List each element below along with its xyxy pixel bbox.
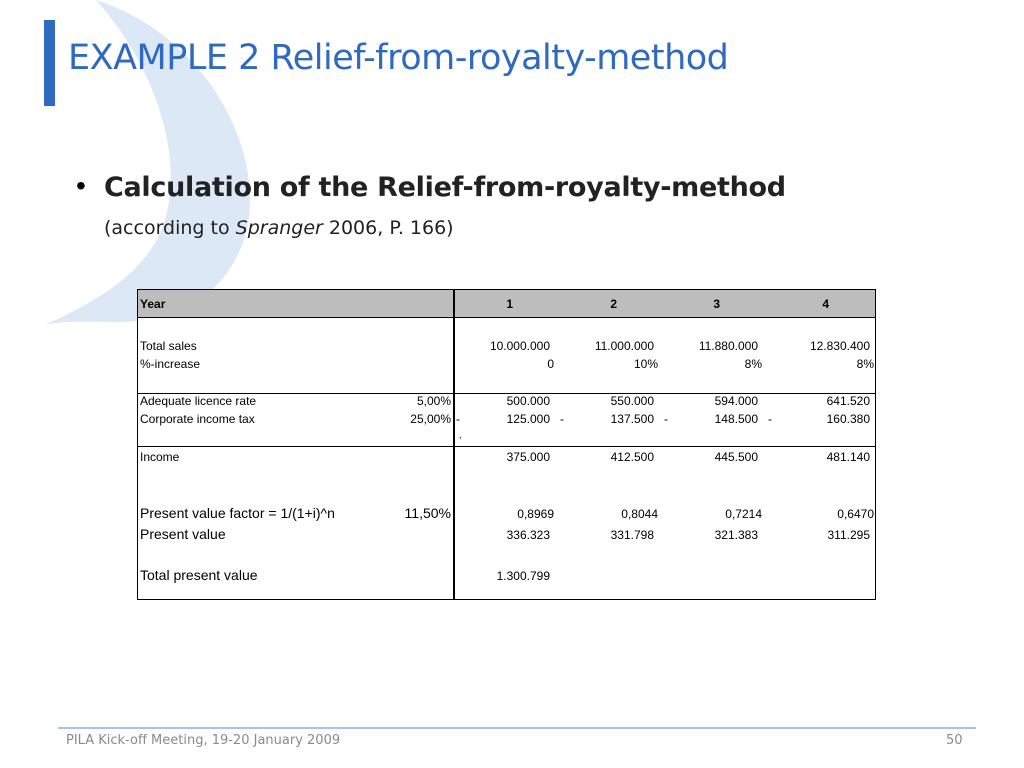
total-sales-3: 11.880.000: [698, 339, 758, 353]
header-year-4: 4: [822, 297, 829, 311]
total-sales-4: 12.830.400: [809, 339, 870, 353]
total-sales-label: Total sales: [140, 339, 197, 353]
title-accent-bar: [44, 20, 55, 106]
present-value-3: 321.383: [714, 528, 758, 542]
present-value-label: Present value: [140, 526, 226, 542]
licence-1: 500.000: [506, 394, 550, 408]
licence-rate: 5,00%: [416, 394, 451, 408]
slide-title: EXAMPLE 2 Relief-from-royalty-method: [68, 38, 729, 78]
slide-heading: Calculation of the Relief-from-royalty-method: [104, 172, 786, 203]
licence-4: 641.520: [826, 394, 870, 408]
table-divider: [453, 290, 455, 599]
total-sales-2: 11.000.000: [594, 339, 654, 353]
income-1: 375.000: [506, 450, 550, 464]
pv-factor-4: 0,6470: [837, 507, 874, 521]
income-3: 445.500: [714, 450, 758, 464]
licence-2: 550.000: [610, 394, 654, 408]
tax-rate: 25,00%: [410, 412, 451, 426]
pv-factor-label: Present value factor = 1/(1+i)^n: [140, 505, 335, 521]
licence-3: 594.000: [714, 394, 758, 408]
citation: [104, 217, 454, 239]
citation-prefix: (according to: [104, 217, 236, 239]
licence-label: Adequate licence rate: [140, 394, 257, 408]
header-year-3: 3: [713, 297, 720, 311]
total-pv-value: 1.300.799: [496, 569, 550, 583]
footer-divider: [58, 727, 976, 729]
present-value-4: 311.295: [827, 528, 870, 542]
pv-factor-rate: 11,50%: [404, 505, 451, 521]
bullet-marker: •: [76, 170, 86, 201]
tax-sign-3: -: [664, 412, 668, 426]
increase-1: 0: [547, 357, 554, 371]
tax-sign-2: -: [560, 412, 564, 426]
income-2: 412.500: [610, 450, 654, 464]
header-year-1: 1: [506, 297, 513, 311]
total-pv-label: Total present value: [140, 567, 258, 583]
page-number: 50: [946, 733, 963, 748]
stray-mark: ,: [459, 430, 462, 440]
pv-factor-3: 0,7214: [725, 507, 762, 521]
tax-sign-4: -: [768, 412, 772, 426]
tax-2: 137.500: [610, 412, 654, 426]
pv-factor-1: 0,8969: [517, 507, 554, 521]
tax-1: 125.000: [506, 412, 550, 426]
present-value-1: 336.323: [506, 528, 550, 542]
citation-suffix: 2006, P. 166): [322, 217, 454, 239]
royalty-table: [137, 289, 876, 600]
tax-4: 160.380: [826, 412, 870, 426]
tax-3: 148.500: [714, 412, 758, 426]
total-sales-1: 10.000.000: [489, 339, 550, 353]
header-year-label: Year: [140, 297, 166, 311]
footer-text: PILA Kick-off Meeting, 19-20 January 2009: [66, 733, 341, 748]
increase-2: 10%: [633, 357, 658, 371]
income-4: 481.140: [826, 450, 870, 464]
header-year-2: 2: [610, 297, 617, 311]
citation-author: Spranger: [235, 217, 323, 239]
income-label: Income: [140, 450, 180, 464]
tax-sign-1: -: [456, 412, 460, 426]
increase-3: 8%: [744, 357, 762, 371]
increase-label: %-increase: [140, 357, 201, 371]
row-divider: [138, 446, 875, 447]
pv-factor-2: 0,8044: [621, 507, 658, 521]
increase-4: 8%: [856, 357, 874, 371]
present-value-2: 331.798: [610, 528, 654, 542]
tax-label: Corporate income tax: [140, 412, 255, 426]
